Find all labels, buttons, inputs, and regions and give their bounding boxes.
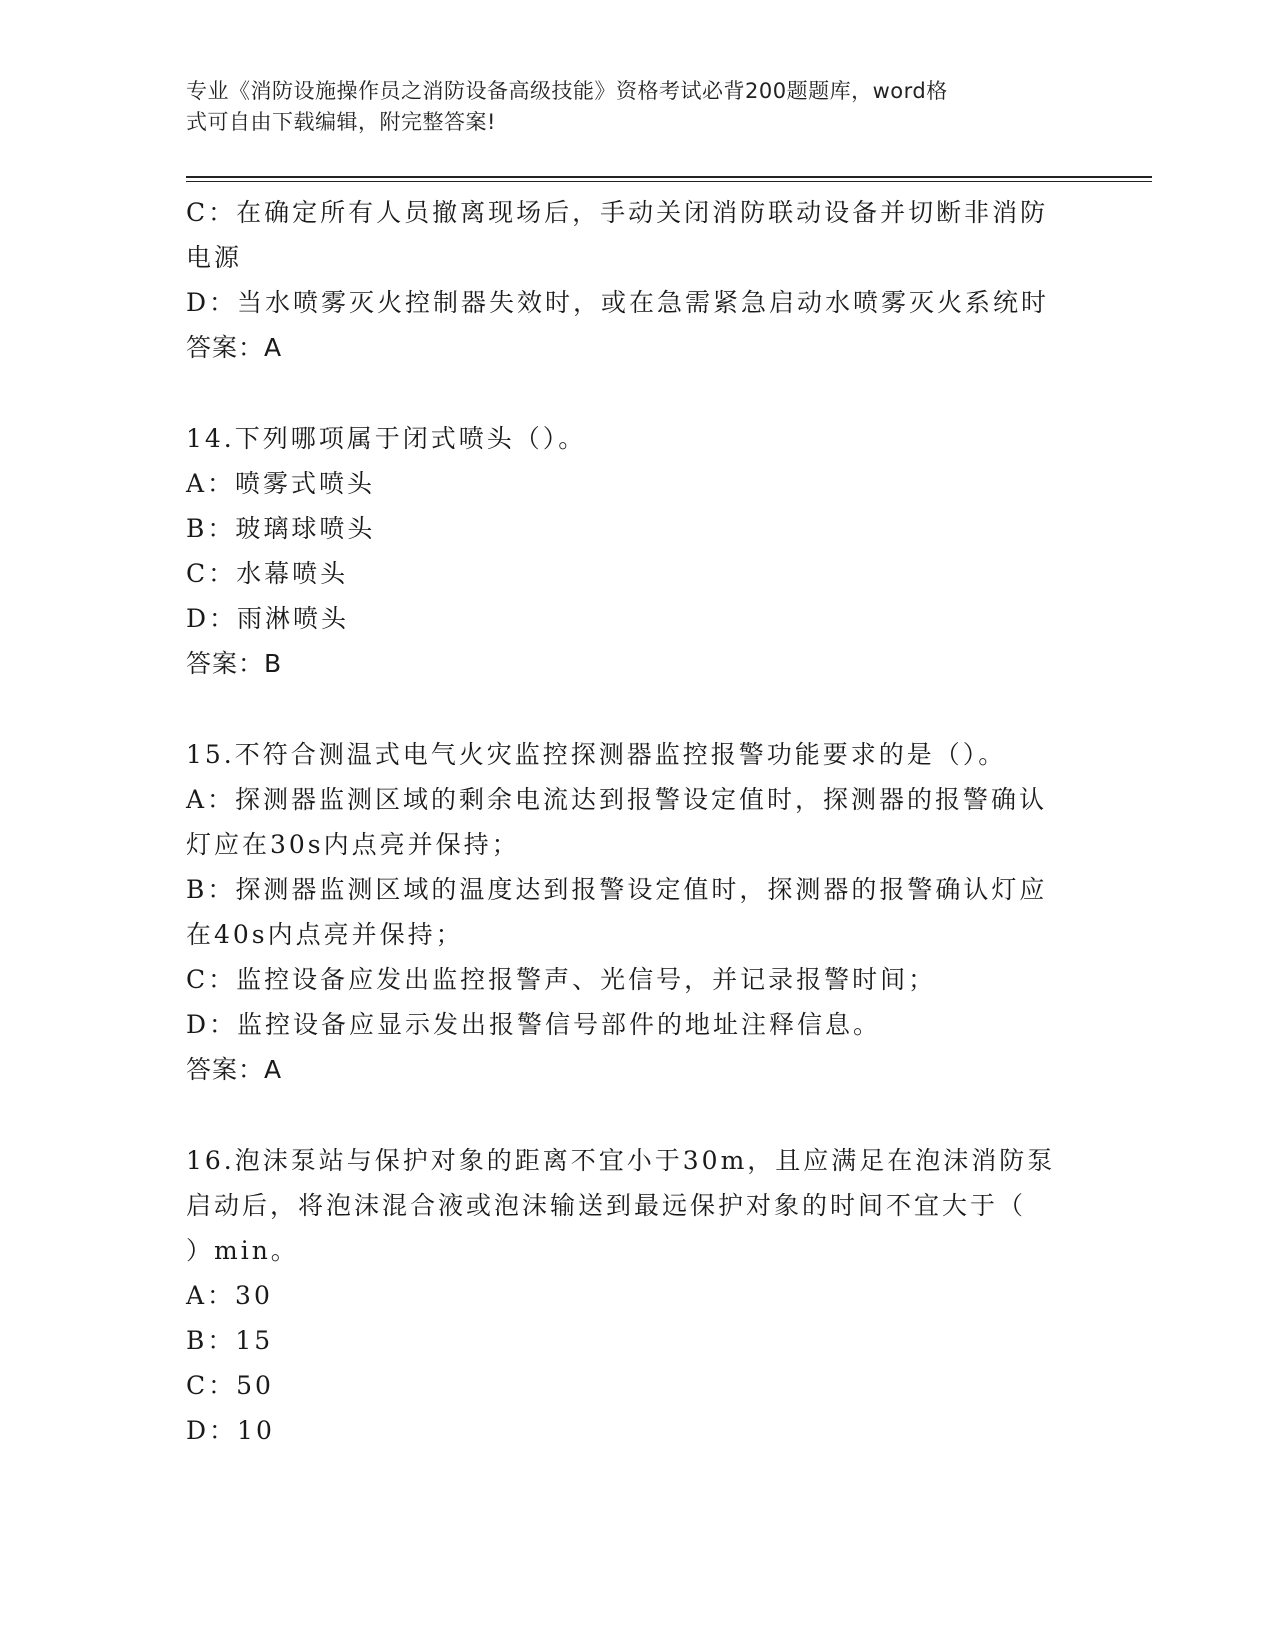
question-16 <box>186 1138 1086 1453</box>
answer-label: 答案：A <box>186 1055 283 1084</box>
question-14 <box>186 416 1086 686</box>
option-c-line-2: 电源 <box>186 243 243 272</box>
option-d: D：监控设备应显示发出报警信号部件的地址注释信息。 <box>186 1010 882 1039</box>
header-divider-thin <box>186 181 1152 182</box>
header-divider-thick <box>186 176 1152 178</box>
question-content <box>186 190 1086 1453</box>
answer-label: 答案：A <box>186 333 283 362</box>
question-text-line-3: ）min。 <box>186 1236 299 1265</box>
question-text: 15.不符合测温式电气火灾监控探测器监控报警功能要求的是（）。 <box>186 740 1007 769</box>
option-a-line-1: A：探测器监测区域的剩余电流达到报警设定值时，探测器的报警确认 <box>186 785 1048 814</box>
header-title-line-1: 专业《消防设施操作员之消防设备高级技能》资格考试必背200题题库，word格 <box>186 79 948 103</box>
option-d: D：10 <box>186 1416 275 1445</box>
question-13-tail <box>186 190 1086 370</box>
answer-label: 答案：B <box>186 649 283 678</box>
option-b: B：15 <box>186 1326 274 1355</box>
option-b-line-2: 在40s内点亮并保持； <box>186 920 464 949</box>
option-c: C：水幕喷头 <box>186 559 349 588</box>
option-a: A：喷雾式喷头 <box>186 469 376 498</box>
option-c: C：50 <box>186 1371 274 1400</box>
option-c: C：监控设备应发出监控报警声、光信号，并记录报警时间； <box>186 965 937 994</box>
question-text-line-2: 启动后，将泡沫混合液或泡沫输送到最远保护对象的时间不宜大于（ <box>186 1191 1027 1220</box>
question-text: 14.下列哪项属于闭式喷头（）。 <box>186 424 587 453</box>
option-b: B：玻璃球喷头 <box>186 514 376 543</box>
document-header <box>186 76 1066 138</box>
option-d: D：当水喷雾灭火控制器失效时，或在急需紧急启动水喷雾灭火系统时 <box>186 288 1050 317</box>
option-c-line-1: C：在确定所有人员撤离现场后，手动关闭消防联动设备并切断非消防 <box>186 198 1049 227</box>
option-a-line-2: 灯应在30s内点亮并保持； <box>186 830 520 859</box>
option-b-line-1: B：探测器监测区域的温度达到报警设定值时，探测器的报警确认灯应 <box>186 875 1048 904</box>
option-a: A：30 <box>186 1281 273 1310</box>
option-d: D：雨淋喷头 <box>186 604 350 633</box>
header-title-line-2: 式可自由下载编辑，附完整答案! <box>186 110 496 134</box>
question-text-line-1: 16.泡沫泵站与保护对象的距离不宜小于30m，且应满足在泡沫消防泵 <box>186 1146 1056 1175</box>
question-15 <box>186 732 1086 1092</box>
